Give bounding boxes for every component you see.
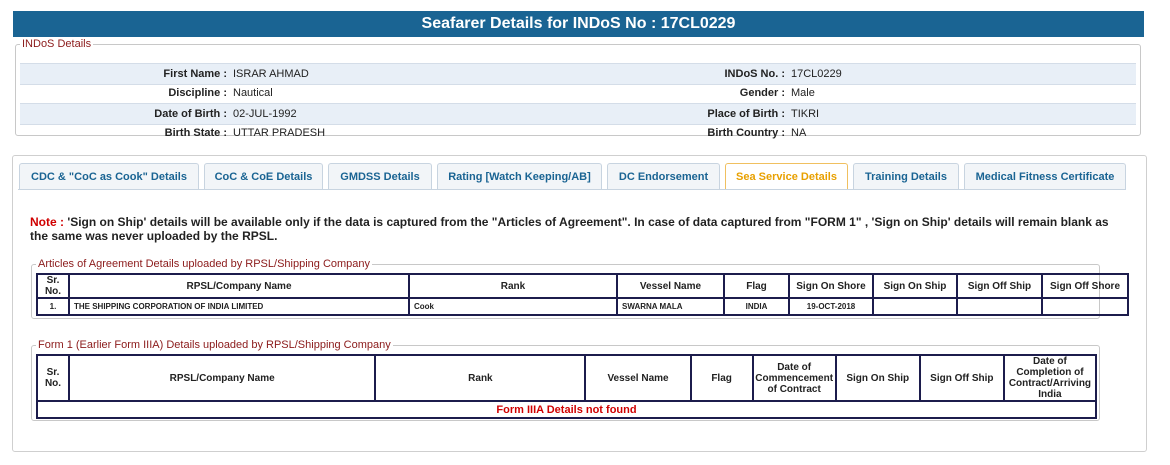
col-sign-off-ship: Sign Off Ship: [920, 355, 1004, 401]
col-company-name: RPSL/Company Name: [69, 274, 409, 298]
col-flag: Flag: [724, 274, 789, 298]
cell-sign-off-shore: [1042, 298, 1128, 315]
birth-state-label: Birth State :: [164, 127, 227, 139]
cell-sign-off-ship: [957, 298, 1042, 315]
col-commencement-date: Date of Commencement of Contract: [753, 355, 836, 401]
col-company-name: RPSL/Company Name: [69, 355, 375, 401]
col-rank: Rank: [375, 355, 585, 401]
place-of-birth-value: TIKRI: [791, 108, 820, 120]
tab-dc-endorsement[interactable]: DC Endorsement: [607, 163, 720, 189]
tab-divider: [18, 189, 1126, 190]
form1-legend: Form 1 (Earlier Form IIIA) Details uploaded by RPSL/Shipping Company: [38, 339, 391, 351]
info-row-first-name: [20, 63, 1136, 85]
indos-details-section: [15, 38, 1141, 139]
discipline-label: Discipline :: [168, 87, 227, 99]
cell-sign-on-shore: 19-OCT-2018: [789, 298, 873, 315]
tab-training[interactable]: Training Details: [853, 163, 959, 189]
form1-not-found-message: Form IIIA Details not found: [37, 401, 1096, 418]
col-sign-on-shore: Sign On Shore: [789, 274, 873, 298]
tab-gmdss[interactable]: GMDSS Details: [328, 163, 432, 189]
table-row: [37, 298, 1128, 315]
note-label: Note :: [30, 215, 64, 229]
birth-country-value: NA: [791, 127, 807, 139]
cell-company-name: THE SHIPPING CORPORATION OF INDIA LIMITED: [69, 298, 409, 315]
col-rank: Rank: [409, 274, 617, 298]
info-row-dob: [20, 103, 1136, 125]
col-vessel-name: Vessel Name: [617, 274, 724, 298]
col-sign-off-shore: Sign Off Shore: [1042, 274, 1128, 298]
tab-sea-service[interactable]: Sea Service Details: [725, 163, 848, 189]
discipline-value: Nautical: [233, 87, 273, 99]
indos-details-legend: INDoS Details: [22, 38, 92, 50]
indos-no-value: 17CL0229: [791, 68, 842, 80]
cell-rank: Cook: [409, 298, 617, 315]
first-name-value: ISRAR AHMAD: [233, 68, 309, 80]
note-text: 'Sign on Ship' details will be available only if the data is captured from the "Articles of Agreement". In case of data captured from "FORM 1" , 'Sign on Ship' details will remain blank as the same was never uploaded by the RPSL.: [30, 215, 1109, 243]
sign-on-ship-note: [30, 215, 1120, 243]
info-row-birth-state: [20, 123, 1136, 143]
birth-state-value: UTTAR PRADESH: [233, 127, 326, 139]
cell-sign-on-ship: [873, 298, 957, 315]
tab-medical-fitness[interactable]: Medical Fitness Certificate: [964, 163, 1126, 189]
articles-header-row: [37, 274, 1128, 298]
birth-country-label: Birth Country :: [707, 127, 785, 139]
col-vessel-name: Vessel Name: [585, 355, 690, 401]
tab-rating-watch-keeping[interactable]: Rating [Watch Keeping/AB]: [437, 163, 602, 189]
empty-row: [37, 401, 1096, 418]
col-sign-on-ship: Sign On Ship: [836, 355, 920, 401]
cell-sr-no: 1.: [37, 298, 69, 315]
col-sign-on-ship: Sign On Ship: [873, 274, 957, 298]
form1-table: [36, 354, 1097, 419]
dob-label: Date of Birth :: [154, 108, 227, 120]
place-of-birth-label: Place of Birth :: [707, 108, 785, 120]
gender-label: Gender :: [739, 87, 785, 99]
dob-value: 02-JUL-1992: [233, 108, 297, 120]
info-row-discipline: [20, 83, 1136, 103]
col-flag: Flag: [691, 355, 753, 401]
page-title: Seafarer Details for INDoS No : 17CL0229: [13, 11, 1144, 37]
col-sr-no: Sr. No.: [37, 355, 69, 401]
articles-legend: Articles of Agreement Details uploaded by RPSL/Shipping Company: [38, 258, 371, 270]
indos-no-label: INDoS No. :: [724, 68, 785, 80]
tab-coc-coe[interactable]: CoC & CoE Details: [204, 163, 323, 189]
col-completion-date: Date of Completion of Contract/Arriving India: [1004, 355, 1096, 401]
cell-flag: INDIA: [724, 298, 789, 315]
tab-cdc-coc-cook[interactable]: CDC & "CoC as Cook" Details: [19, 163, 199, 189]
articles-table: [36, 273, 1129, 316]
first-name-label: First Name :: [163, 68, 227, 80]
cell-vessel-name: SWARNA MALA: [617, 298, 724, 315]
col-sign-off-ship: Sign Off Ship: [957, 274, 1042, 298]
form1-header-row: [37, 355, 1096, 401]
gender-value: Male: [791, 87, 815, 99]
col-sr-no: Sr. No.: [37, 274, 69, 298]
